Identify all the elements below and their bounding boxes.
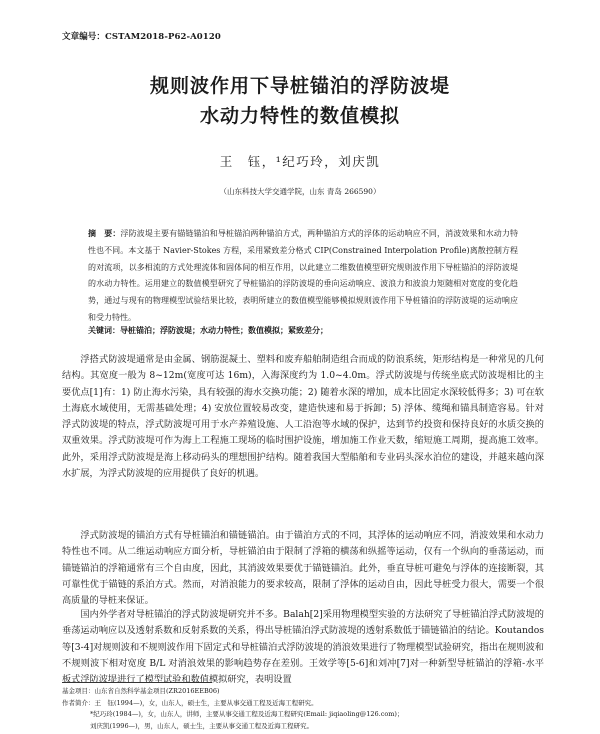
footnote-author-3: 刘庆凯(1996—)，男，山东人，硕士生，主要从事交通工程及近海工程研究。: [90, 721, 314, 730]
footnote-divider: [62, 682, 212, 683]
article-number: 文章编号：CSTAM2018-P62-A0120: [62, 32, 221, 42]
keywords-text: 导桩锚泊；浮防波堤；水动力特性；数值模拟；紧致差分；: [120, 325, 328, 335]
body-paragraph-2: 浮式防波堤的锚泊方式有导桩锚泊和锚链锚泊。由于锚泊方式的不同，其浮体的运动响应不同，消波效果和水动力特性也不同。从二维运动响应方面分析，导桩锚泊由于限制了浮箱的横荡和纵摇等运动，仅有一个纵向的垂荡运动，而锚链锚泊的浮箱通常有三个自由度，因此，其消波效果要优于锚链锚泊。此外，垂直导桩可避免与浮体的连接断裂，其可靠性优于锚链的系泊方式。然而，对消浪能力的要求较高，限制了浮体的运动自由，因此导桩受力很大，需要一个很高质量的导桩来保证。: [62, 530, 544, 607]
authors: 王 钰，¹纪巧玲，刘庆凯: [219, 154, 381, 169]
footnote-funding: 基金项目：山东省自然科学基金项目(ZR2016EEB06): [62, 687, 220, 695]
footnote-author-2: *纪巧玲(1984—)，女，山东人，讲师，主要从事交通工程及近海工程研究(Email: jiqiaoling@126.com)；: [90, 710, 404, 718]
abstract: [88, 225, 518, 327]
abstract-text: 浮防波堤主要有锚链锚泊和导桩锚泊两种锚泊方式，两种锚泊方式的浮体的运动响应不同，消波效果和水动力特性也不同。本文基于 Navier-Stokes 方程，采用紧致差分格式 CIP(Constrained Interpolation Profile)离散控制方程的对流项，以多相流的方式处理流体和固体间的相互作用，以此建立二维数值模型研究规则波作用下导桩锚泊的浮防波堤的水动力特性。运用建立的数值模型研究了导桩锚泊的浮防波堤的垂向运动响应、波浪力和波浪力矩随相对宽度的变化趋势，通过与现有的物理模型试验结果比较，表明所建立的数值模型能够模拟规则波作用下导桩锚泊的浮防波堤的运动响应和受力特性。: [88, 229, 519, 322]
keywords-label: 关键词：: [88, 325, 120, 335]
abstract-label: 摘 要：: [88, 228, 121, 238]
title-line-1: 规则波作用下导桩锚泊的浮防波堤: [149, 75, 450, 97]
footnote-author-1: 作者简介：王 钰(1994—)，女，山东人，硕士生，主要从事交通工程及近海工程研究。: [62, 698, 318, 707]
footnotes: [62, 686, 542, 732]
body-paragraph-3: 国内外学者对导桩锚泊的浮式防波堤研究并不多。Balah[2]采用物理模型实验的方法研究了导桩锚泊浮式防波堤的垂荡运动响应以及透射系数和反射系数的关系，得出导桩锚泊浮式防波堤的透射系数低于锚链锚泊的结论。Koutandos 等[3-4]对规则波和不规则波作用下固定式和导桩锚泊式浮防波堤的消浪效果进行了物理模型试验研究，指出在规则波和不规则波下相对宽度 B/L 对消浪效果的影响趋势存在差别。王效学等[5-6]和刘冲[7]对一种新型导桩锚泊的浮箱-水平板式浮防波堤进行了模型试验和数值模拟研究，表明设置: [62, 609, 544, 686]
keywords: [88, 325, 518, 336]
body-paragraph-1: 浮搭式防波堤通常是由金属、钢筋混凝土、塑料和废弃船舶制造组合而成的防浪系统，矩形结构是一种常见的几何结构。其宽度一般为 8~12m(宽度可达 16m)，入海深度约为 1.0~4.0m。浮式防波堤与传统坐底式防波堤相比的主要优点[1]有：1) 防止海水污染，具有较强的海水交换功能；2) 随着水深的增加，成本比固定水深较低得多；3) 可在软土海底水域使用，无需基础处理；4) 安放位置较易改变，建造快速和易于拆卸；5) 浮体、缆绳和锚具制造容易。针对浮式防波堤的特点，浮式防波堤可用于水产养殖设施、人工沿泡等水域的保护，达到节约投资和保持良好的水质交换的双重效果。浮式防波堤可作为海上工程施工现场的临时围护设施，增加施工作业天数，缩短施工周期，提高施工效率。此外，采用浮式防波堤是海上移动码头的理想围护结构。随着我国大型船舶和专业码头深水泊位的建设，并越来越向深水扩展，为浮式防波堤的应用提供了良好的机遇。: [62, 354, 544, 480]
affiliation: （山东科技大学交通学院，山东 青岛 266590）: [219, 187, 381, 196]
title-line-2: 水动力特性的数值模拟: [199, 105, 400, 127]
